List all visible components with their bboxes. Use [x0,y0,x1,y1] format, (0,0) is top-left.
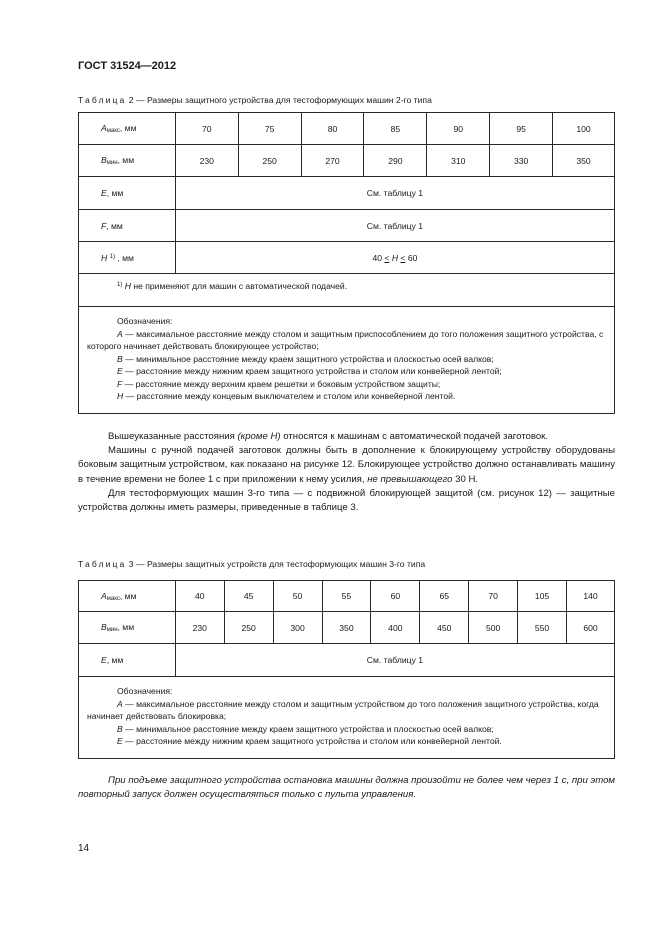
table2-label-b: Bмин, мм [79,145,176,177]
notes-line: A — максимальное расстояние между столом и защитным устройством до того положения защитного устройства, когда начинает действовать блокировка; [87,698,599,721]
table3-cell: 300 [273,612,322,644]
final-note-text: При подъеме защитного устройства остановка машины должна произойти не более чем через 1 с, при этом повторный запуск должен осуществляться только с пульта управления. [78,775,615,801]
table3-cell: 500 [469,612,518,644]
final-note [78,774,615,802]
notes-line: E — расстояние между нижним краем защитного устройства и столом или конвейерной лентой. [117,736,502,746]
paragraph-2: Машины с ручной подачей заготовок должны быть в дополнение к блокирующему устройству оборудованы боковым защитным устройством, как показано на рисунке 12. Блокирующее устройство должно останавливать машину в течение времени не более 1 с при приложении к нему усилия, не превышающего 30 Н. [78,445,615,485]
table2-cell-h: 40 < H < 60 [175,242,614,274]
paragraph-1: Вышеуказанные расстояния (кроме Н) относятся к машинам с автоматической подачей заготовок. [108,431,549,442]
table2-cell: 230 [175,145,238,177]
table2-caption-word: Таблица [78,95,127,105]
notes-line: F — расстояние между верхним краем решетки и боковым устройством защиты; [117,378,441,389]
table2-footnote: $^{1)}$ H не применяют для машин с автоматической подачей. [79,274,615,307]
table2-row-f [79,210,615,242]
table3-row-b [79,612,615,644]
table3-cell: 350 [322,612,371,644]
table2-label-a: Aмакс, мм [79,113,176,145]
notes-line: E — расстояние между нижним краем защитного устройства и столом или конвейерной лентой; [117,366,502,376]
table2-cell: 85 [364,113,427,145]
paragraph-3: Для тестоформующих машин 3-го типа — с подвижной блокирующей защитой (см. рисунок 12) — защитные устройства должны иметь размеры, приведенные в таблице 3. [78,487,615,514]
table2-cell: 90 [427,113,490,145]
table3-cell: 40 [175,581,224,612]
table2-cell: 100 [553,113,615,145]
table2-cell: 70 [175,113,238,145]
table3-cell: 600 [566,612,614,644]
table3-row-a [79,581,615,612]
table3-cell: 550 [518,612,567,644]
table3-cell: 400 [371,612,420,644]
table2-row-b [79,145,615,177]
table3-cell-e: См. таблицу 1 [175,644,614,677]
table2-cell: 250 [238,145,301,177]
table3-cell: 140 [566,581,614,612]
table3-cell: 70 [469,581,518,612]
table3 [78,580,615,759]
table2-cell: 270 [301,145,364,177]
table3-cell: 55 [322,581,371,612]
table2-cell: 310 [427,145,490,177]
table3-cell: 45 [224,581,273,612]
table3-cell: 230 [175,612,224,644]
table2-label-e: E, мм [79,177,176,210]
table2-notes-row [79,307,615,414]
page-number: 14 [78,843,90,854]
notes-line: H — расстояние между концевым выключателем и столом или конвейерной лентой. [117,391,456,401]
table2-cell: 350 [553,145,615,177]
notes-title: Обозначения: [117,316,173,326]
notes-line: A — максимальное расстояние между столом и защитным приспособлением до того положения защитного устройства, с которого начинает действовать блокирующее устройство; [87,328,604,351]
table2-cell: 330 [490,145,553,177]
table3-cell: 105 [518,581,567,612]
table3-caption [78,559,425,569]
table3-cell: 450 [420,612,469,644]
table3-caption-text: 3 — Размеры защитных устройств для тестоформующих машин 3-го типа [126,559,426,569]
notes-line: B — минимальное расстояние между краем защитного устройства и плоскостью осей валков; [117,353,494,364]
table2-row-h [79,242,615,274]
table3-notes [79,677,615,759]
table3-cell: 60 [371,581,420,612]
table3-row-e [79,644,615,677]
table2-cell: 95 [490,113,553,145]
table3-cell: 50 [273,581,322,612]
table2-cell-f: См. таблицу 1 [175,210,614,242]
table2 [78,112,615,414]
notes-title: Обозначения: [117,686,173,696]
table3-notes-row [79,677,615,759]
table2-cell: 75 [238,113,301,145]
table3-label-a: Aмакс, мм [79,581,176,612]
table2-footnote-row [79,274,615,307]
table3-label-b: Bмин, мм [79,612,176,644]
table3-cell: 250 [224,612,273,644]
table2-cell: 290 [364,145,427,177]
table2-row-e [79,177,615,210]
table2-label-h: H $^{1)}$ , мм [79,242,176,274]
table2-row-a [79,113,615,145]
table3-cell: 65 [420,581,469,612]
table3-label-e: E, мм [79,644,176,677]
table2-notes [79,307,615,414]
table2-caption [78,95,432,105]
body-text [78,430,615,515]
table2-cell-e: См. таблицу 1 [175,177,614,210]
document-code-header: ГОСТ 31524—2012 [78,60,177,72]
table3-caption-word: Таблица [78,559,127,569]
notes-line: B — минимальное расстояние между краем защитного устройства и плоскостью осей валков; [117,723,494,734]
table2-label-f: F, мм [79,210,176,242]
table2-cell: 80 [301,113,364,145]
table2-caption-text: 2 — Размеры защитного устройства для тестоформующих машин 2-го типа [126,95,432,105]
